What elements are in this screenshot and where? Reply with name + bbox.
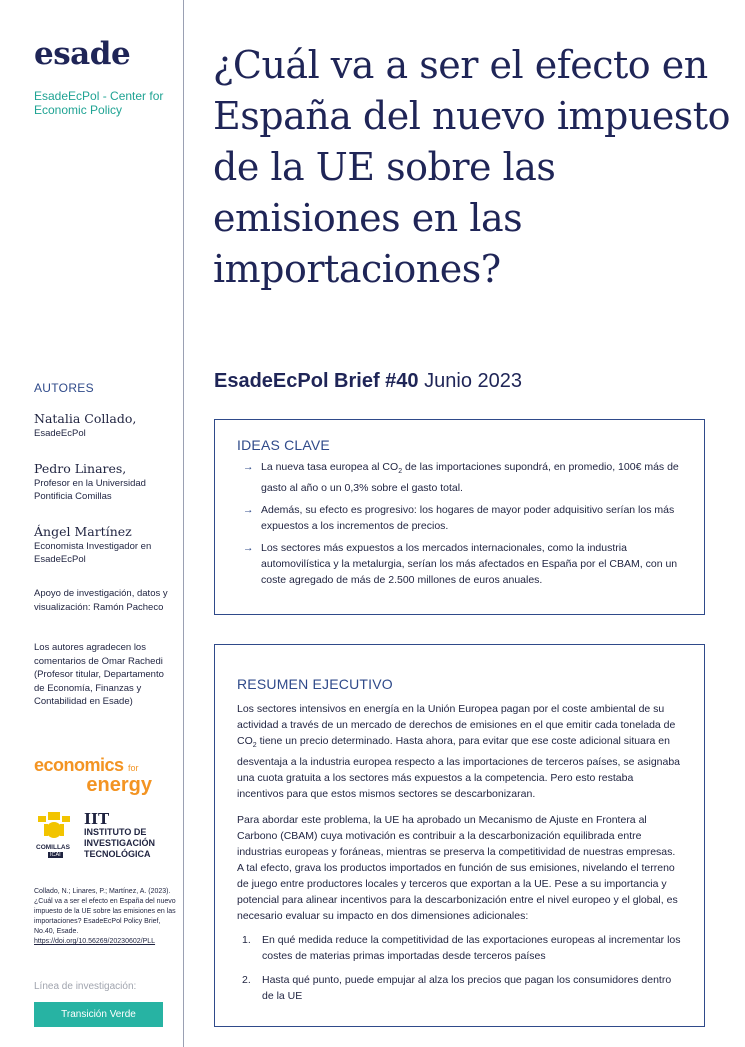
arrow-right-icon: → bbox=[243, 461, 254, 473]
key-idea-item bbox=[237, 459, 682, 496]
eco-logo-word2: energy bbox=[86, 774, 152, 796]
co2-subscript: 2 bbox=[252, 742, 257, 750]
key-idea-1-text-cont: de las importaciones supondrá, en promedio, 100€ más de gasto al año o un 0,3% sobre el gasto total. bbox=[261, 461, 679, 495]
author-name: Pedro Linares, bbox=[34, 461, 127, 476]
authors-label: AUTORES bbox=[34, 381, 94, 395]
item-2-text: Hasta qué punto, puede empujar al alza los precios que pagan los consumidores dentro de la UE bbox=[262, 974, 672, 1003]
economics-for-energy-logo bbox=[34, 757, 174, 794]
numbered-item bbox=[237, 972, 682, 1004]
author-item bbox=[34, 411, 174, 441]
brief-heading bbox=[214, 370, 522, 393]
iit-acronym: IIT bbox=[84, 810, 110, 828]
key-idea-item bbox=[237, 540, 682, 588]
arrow-right-icon: → bbox=[243, 504, 254, 517]
brief-label: EsadeEcPol Brief #40 bbox=[214, 370, 419, 392]
citation bbox=[34, 887, 176, 947]
para1-text-cont: tiene un precio determinado. Hasta ahora, para evitar que ese coste adicional situara en desventaja a la industria europea respecto a las importaciones de terceros países, se asignaba una cuota gratuita a los sectores más expuestos a la competencia. Pero esto restaba incentivos para que estos mismos sectores se descarbonizaran. bbox=[237, 735, 681, 801]
summary-paragraph-1 bbox=[237, 701, 682, 802]
ideas-clave-title: IDEAS CLAVE bbox=[237, 437, 330, 453]
comillas-label: COMILLAS bbox=[36, 844, 70, 851]
para1-text: Los sectores intensivos en energía en la Unión Europea pagan por el coste ambiental de su actividad a través de un mercado de derechos de emisiones en el que emitir cada tonelada de CO bbox=[237, 703, 676, 747]
brief-date: Junio 2023 bbox=[424, 370, 522, 392]
resumen-ejecutivo-title: RESUMEN EJECUTIVO bbox=[237, 676, 393, 692]
key-idea-2-text: Además, su efecto es progresivo: los hogares de mayor poder adquisitivo serían los más expuestos a los incrementos de precios. bbox=[261, 504, 675, 533]
center-name: EsadeEcPol - Center for Economic Policy bbox=[34, 89, 164, 117]
sidebar bbox=[0, 0, 184, 1047]
author-affiliation: EsadeEcPol bbox=[34, 428, 86, 439]
resumen-ejecutivo-box bbox=[214, 644, 705, 1027]
co2-subscript: 2 bbox=[398, 468, 403, 476]
key-idea-item bbox=[237, 502, 682, 534]
eco-logo-word1: economics bbox=[34, 755, 124, 775]
iit-line-3: TECNOLÓGICA bbox=[84, 849, 151, 859]
esade-logo: esade bbox=[34, 36, 131, 72]
eco-logo-for: for bbox=[128, 763, 139, 773]
author-affiliation: Profesor en la Universidad Pontificia Comillas bbox=[34, 478, 146, 502]
comillas-icai: ICAI bbox=[50, 852, 61, 858]
research-support-note: Apoyo de investigación, datos y visualización: Ramón Pacheco bbox=[34, 588, 168, 613]
author-item bbox=[34, 461, 174, 503]
key-idea-3-text: Los sectores más expuestos a los mercados internacionales, como la industria automovilística y la metalurgia, serían los más afectados en España por el CBAM, con un coste agregado de más de 2.500 millones de euros anuales. bbox=[261, 542, 678, 587]
author-name: Ángel Martínez bbox=[34, 524, 132, 539]
item-number: 1. bbox=[242, 934, 251, 947]
acknowledgements-note: Los autores agradecen los comentarios de Omar Rachedi (Profesor titular, Departamento de Economía, Finanzas y Contabilidad en Esade) bbox=[34, 642, 164, 707]
citation-text: Collado, N.; Linares, P.; Martínez, A. (2023). ¿Cuál va a ser el efecto en España del nuevo impuesto de la UE sobre las emisiones en las importaciones? EsadeEcPol Policy Brief, No.40, Esade. bbox=[34, 888, 176, 935]
iit-line-2: INVESTIGACIÓN bbox=[84, 838, 156, 848]
key-idea-1-text: La nueva tasa europea al CO bbox=[261, 461, 399, 473]
author-item bbox=[34, 524, 174, 566]
author-affiliation: Economista Investigador en EsadeEcPol bbox=[34, 541, 152, 565]
iit-full-name bbox=[84, 827, 155, 860]
research-line-tag-button[interactable]: Transición Verde bbox=[34, 1002, 163, 1027]
item-number: 2. bbox=[242, 974, 251, 987]
arrow-right-icon: → bbox=[243, 542, 254, 555]
ideas-clave-box bbox=[214, 419, 705, 615]
author-name: Natalia Collado, bbox=[34, 411, 137, 426]
item-1-text: En qué medida reduce la competitividad de las exportaciones europeas al incrementar los costes de materias primas importadas desde terceros países bbox=[262, 934, 681, 963]
iit-comillas-logo bbox=[34, 810, 184, 865]
iit-line-1: INSTITUTO DE bbox=[84, 827, 147, 837]
numbered-item bbox=[237, 932, 682, 964]
summary-paragraph-2: Para abordar este problema, la UE ha aprobado un Mecanismo de Ajuste en Frontera al Carbono (CBAM) cuya motivación es contribuir a la descarbonización equilibrada entre industrias europeas y foráneas, mientras se preserva la competitividad de nuestras empresas. A tal efecto, grava los productos importados en función de sus emisiones, nivelando el terreno de juego entre productores locales y terceros que exportan a la UE. Pese a su importancia y potencial para alinear incentivos para la descarbonización entre el nivel europeo y el global, es necesario evaluar su impacto en dos dimensiones adicionales: bbox=[237, 814, 678, 923]
page-title: ¿Cuál va a ser el efecto en España del nuevo impuesto de la UE sobre las emisiones en las importaciones? bbox=[213, 43, 730, 291]
citation-doi-link[interactable]: https://doi.org/10.56269/20230602/PLL bbox=[34, 938, 156, 945]
research-line-label: Línea de investigación: bbox=[34, 981, 137, 992]
